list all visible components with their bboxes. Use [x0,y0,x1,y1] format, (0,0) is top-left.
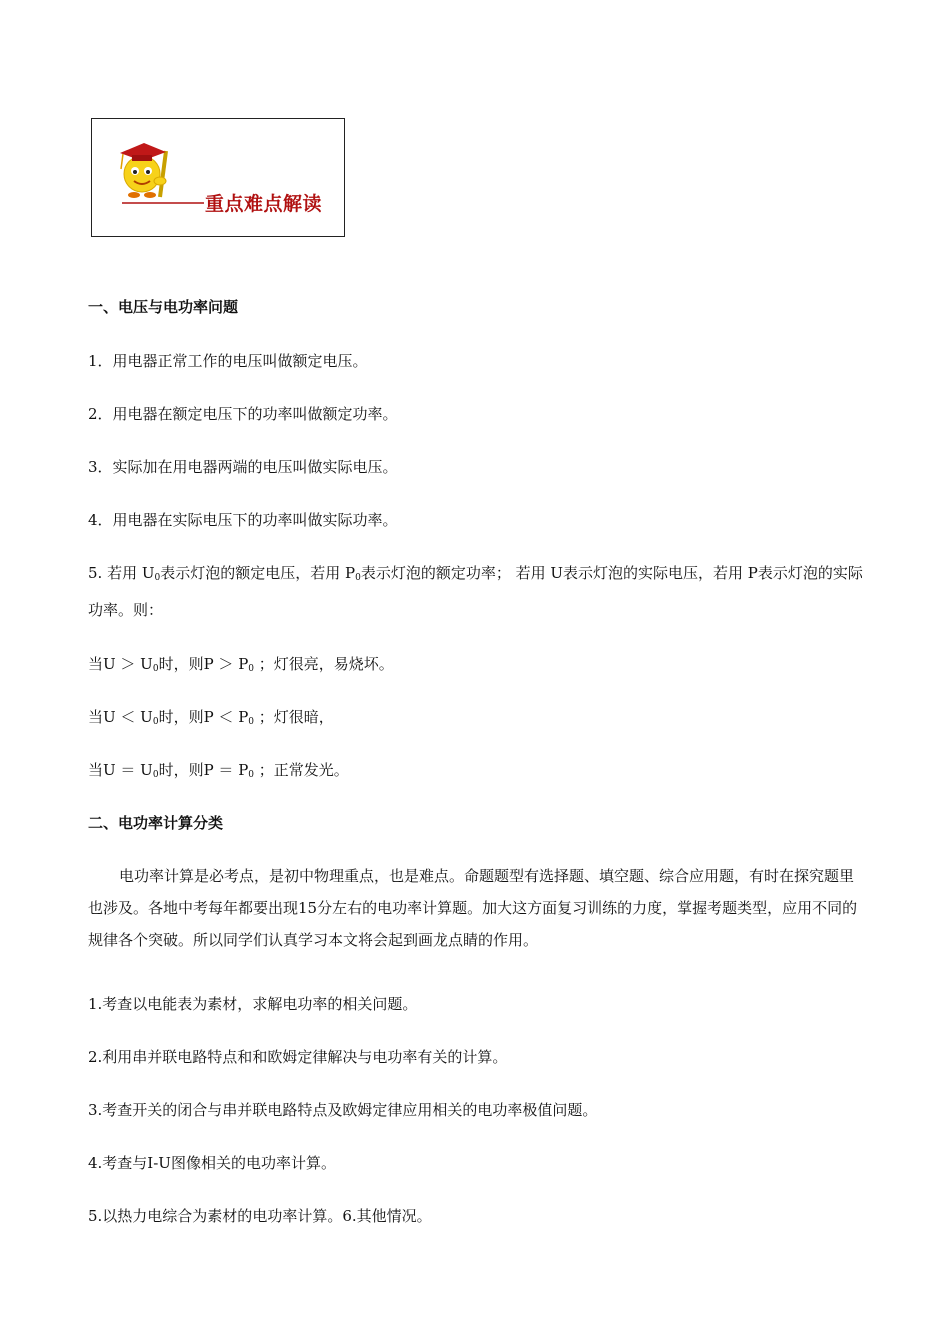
subscript: 0 [152,664,159,674]
list-item: 1.考查以电能表为素材，求解电功率的相关问题。 [88,995,418,1013]
list-item: 2．用电器在额定电压下的功率叫做额定功率。 [88,405,398,423]
subscript: 0 [154,573,161,583]
text: 表示灯泡的额定功率； 若用 U表示灯泡的实际电压，若用 P表示灯泡的实际功率。则： [88,564,863,619]
subscript: 0 [152,717,159,727]
smiley-graduate-icon [92,119,346,238]
condition-line [88,648,394,685]
section1-heading: 一、电压与电功率问题 [88,298,239,316]
subscript: 0 [248,717,255,727]
subscript: 0 [248,770,255,780]
list-item: 4.考查与I-U图像相关的电功率计算。 [88,1154,336,1172]
subscript: 0 [248,664,255,674]
text: 5. 若用 U [88,564,155,582]
text: 当U ＝ U [88,761,153,779]
subscript: 0 [152,770,159,780]
text: 表示灯泡的额定电压，若用 P [160,564,356,582]
logo-title: 重点难点解读 [205,193,323,215]
condition-line [88,701,334,738]
text: 当U ＞ U [88,655,153,673]
text: ；灯很暗， [254,708,334,726]
list-item: 5.以热力电综合为素材的电功率计算。6.其他情况。 [88,1207,432,1225]
subscript: 0 [355,573,361,583]
list-item: 4．用电器在实际电压下的功率叫做实际功率。 [88,511,398,529]
text: ；灯很亮，易烧坏。 [254,655,394,673]
list-item: 2.利用串并联电路特点和和欧姆定律解决与电功率有关的计算。 [88,1048,508,1066]
section2-paragraph: 电功率计算是必考点，是初中物理重点，也是难点。命题题型有选择题、填空题、综合应用题，有时在探究题里也涉及。各地中考每年都要出现15分左右的电功率计算题。加大这方面复习训练的力度，掌握考题类型，应用不同的规律各个突破。所以同学们认真学习本文将会起到画龙点睛的作用。 [88,867,858,949]
text: 时，则P ＝ P [158,761,249,779]
text: 时，则P ＞ P [158,655,249,673]
list-item: 1．用电器正常工作的电压叫做额定电压。 [88,352,368,370]
section-logo-box [91,118,345,237]
list-item-5 [88,557,868,626]
condition-line [88,754,349,791]
text: 时，则P ＜ P [158,708,249,726]
text: ；正常发光。 [254,761,349,779]
list-item: 3.考查开关的闭合与串并联电路特点及欧姆定律应用相关的电功率极值问题。 [88,1101,598,1119]
list-item: 3．实际加在用电器两端的电压叫做实际电压。 [88,458,398,476]
section2-heading: 二、电功率计算分类 [88,814,224,832]
text: 当U ＜ U [88,708,153,726]
